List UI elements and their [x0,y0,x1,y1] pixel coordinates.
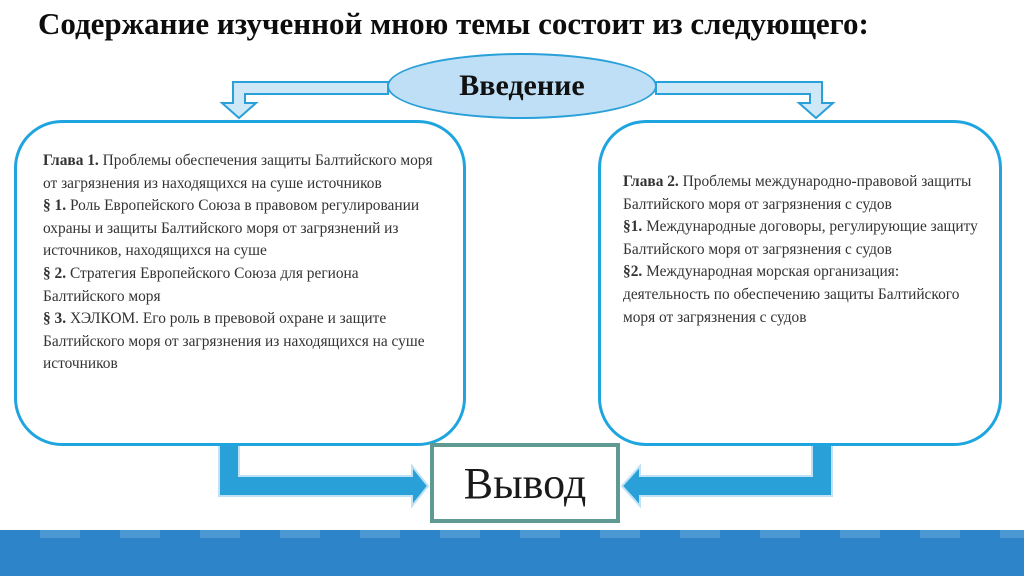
chapter1-box [14,120,466,446]
chapter1-heading: Глава 1. [43,152,99,169]
footer-bar [0,538,1024,576]
chapter2-heading-text: Проблемы международно-правовой защиты Балтийского моря от загрязнения с судов [623,173,972,213]
intro-arrow-right [656,82,833,118]
conclusion-node [430,443,620,523]
chapter1-section-2 [43,263,443,308]
chapter2-title [623,171,985,216]
conclusion-arrow-left [219,444,428,506]
footer-stripe [0,530,1024,538]
intro-node [387,53,657,119]
section-number: § 2. [43,264,67,282]
chapter2-box [598,120,1002,446]
section-text: ХЭЛКОМ. Его роль в превовой охране и защите Балтийского моря от загрязнения из находящихся на суше источников [43,310,425,373]
intro-arrow-left [222,82,388,118]
section-text: Роль Европейского Союза в правовом регулировании охраны и защиты Балтийского моря от загрязнений из источников, находящихся на суше [43,197,420,260]
section-number: § 3. [43,310,67,328]
chapter2-section-1 [623,216,985,261]
section-text: Международная морская организация: деятельность по обеспечению защиты Балтийского моря от загрязнения с судов [623,263,960,326]
chapter1-title [43,150,443,195]
intro-label: Введение [459,69,585,102]
section-text: Стратегия Европейского Союза для региона Балтийского моря [43,264,359,305]
section-text: Международные договоры, регулирующие защиту Балтийского моря от загрязнения с судов [623,218,978,258]
chapter1-section-3 [43,308,443,376]
chapter2-section-2 [623,261,985,329]
chapter1-section-1 [43,195,443,263]
conclusion-label: Вывод [463,458,587,508]
chapter1-heading-text: Проблемы обеспечения защиты Балтийского моря от загрязнения из находящихся на суше источников [43,152,433,192]
section-number: §1. [623,218,643,236]
slide-title: Содержание изученной мною темы состоит из следующего: [38,6,869,41]
section-number: § 1. [43,197,67,215]
section-number: §2. [623,263,643,281]
conclusion-arrow-right [622,444,832,506]
chapter2-heading: Глава 2. [623,173,679,190]
